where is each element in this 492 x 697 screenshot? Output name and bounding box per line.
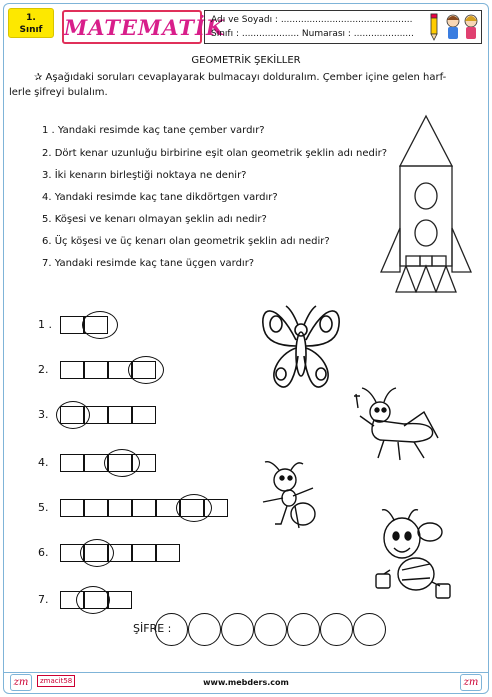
grade-word: Sınıf (19, 25, 43, 35)
cipher-answer-circle[interactable] (188, 613, 221, 646)
puzzle-row-3 (56, 404, 166, 430)
cipher-circle (80, 539, 114, 567)
letter-box[interactable] (60, 454, 84, 472)
zm-logo-right: zm (460, 674, 482, 691)
letter-box[interactable] (132, 499, 156, 517)
cipher-circle (104, 449, 140, 477)
footer-divider (3, 672, 489, 673)
puzzle-row-6 (56, 542, 186, 568)
instruction-line-2: lerle şifreyi bulalım. (9, 87, 108, 98)
grasshopper-picture (344, 386, 444, 468)
puzzle-row-2-label: 2. (38, 363, 49, 376)
cipher-answer-circle[interactable] (320, 613, 353, 646)
cipher-label: ŞİFRE : (133, 622, 172, 635)
letter-box[interactable] (60, 361, 84, 379)
letter-box[interactable] (156, 544, 180, 562)
question-3: 3. İki kenarın birleştiği noktaya ne denir? (42, 170, 247, 181)
question-1: 1 . Yandaki resimde kaç tane çember vardır? (42, 125, 265, 136)
cipher-answer-circle[interactable] (287, 613, 320, 646)
children-icon (442, 12, 482, 42)
cipher-circle (56, 401, 90, 429)
cipher-circle (82, 311, 118, 339)
cipher-answer-circle[interactable] (155, 613, 188, 646)
name-field-label: Adı ve Soyadı : .............................................. (211, 15, 413, 25)
subject-title-box (62, 10, 226, 44)
letter-box[interactable] (60, 499, 84, 517)
cipher-circle (76, 586, 110, 614)
puzzle-row-1-label: 1 . (38, 318, 52, 331)
subject-title: MATEMATİK (64, 15, 226, 40)
zm-logo-left: zm (10, 674, 32, 691)
question-4: 4. Yandaki resimde kaç tane dikdörtgen vardır? (42, 192, 278, 203)
puzzle-row-5 (60, 497, 260, 523)
puzzle-row-7 (56, 589, 146, 615)
ant-picture (255, 458, 335, 538)
question-7: 7. Yandaki resimde kaç tane üçgen vardır? (42, 258, 255, 269)
rocket-picture (376, 112, 476, 298)
cipher-answer-circle[interactable] (221, 613, 254, 646)
letter-box[interactable] (108, 499, 132, 517)
puzzle-row-3-label: 3. (38, 408, 49, 421)
puzzle-row-2 (60, 359, 170, 385)
butterfly-picture (256, 300, 346, 394)
cipher-answer-circle[interactable] (353, 613, 386, 646)
puzzle-row-4-label: 4. (38, 456, 49, 469)
site-url[interactable]: www.mebders.com (203, 678, 289, 687)
instruction-line-1: ✰ Aşağıdaki soruları cevaplayarak bulmacayı dolduralım. Çember içine gelen harf- (34, 72, 447, 83)
bee-picture (360, 508, 460, 608)
pencil-icon (426, 12, 442, 42)
letter-box[interactable] (84, 499, 108, 517)
grade-number: 1. (26, 13, 36, 23)
letter-box[interactable] (132, 406, 156, 424)
letter-box[interactable] (84, 361, 108, 379)
question-5: 5. Köşesi ve kenarı olmayan şeklin adı nedir? (42, 214, 267, 225)
puzzle-row-6-label: 6. (38, 546, 49, 559)
class-number-field-label: Sınıfı : .................... Numarası : ..................... (211, 29, 414, 39)
puzzle-row-5-label: 5. (38, 501, 49, 514)
letter-box[interactable] (132, 544, 156, 562)
grade-badge (8, 8, 54, 38)
puzzle-row-7-label: 7. (38, 593, 49, 606)
cipher-circle (128, 356, 164, 384)
section-title: GEOMETRİK ŞEKİLLER (191, 55, 301, 66)
cipher-answer-circle[interactable] (254, 613, 287, 646)
question-2: 2. Dört kenar uzunluğu birbirine eşit olan geometrik şeklin adı nedir? (42, 148, 388, 159)
letter-box[interactable] (108, 591, 132, 609)
author-tag: zmacit58 (37, 675, 75, 687)
puzzle-row-1 (60, 314, 122, 340)
puzzle-row-4 (56, 452, 166, 478)
letter-box[interactable] (60, 316, 84, 334)
cipher-circle (176, 494, 212, 522)
question-6: 6. Üç köşesi ve üç kenarı olan geometrik şeklin adı nedir? (42, 236, 330, 247)
letter-box[interactable] (108, 406, 132, 424)
